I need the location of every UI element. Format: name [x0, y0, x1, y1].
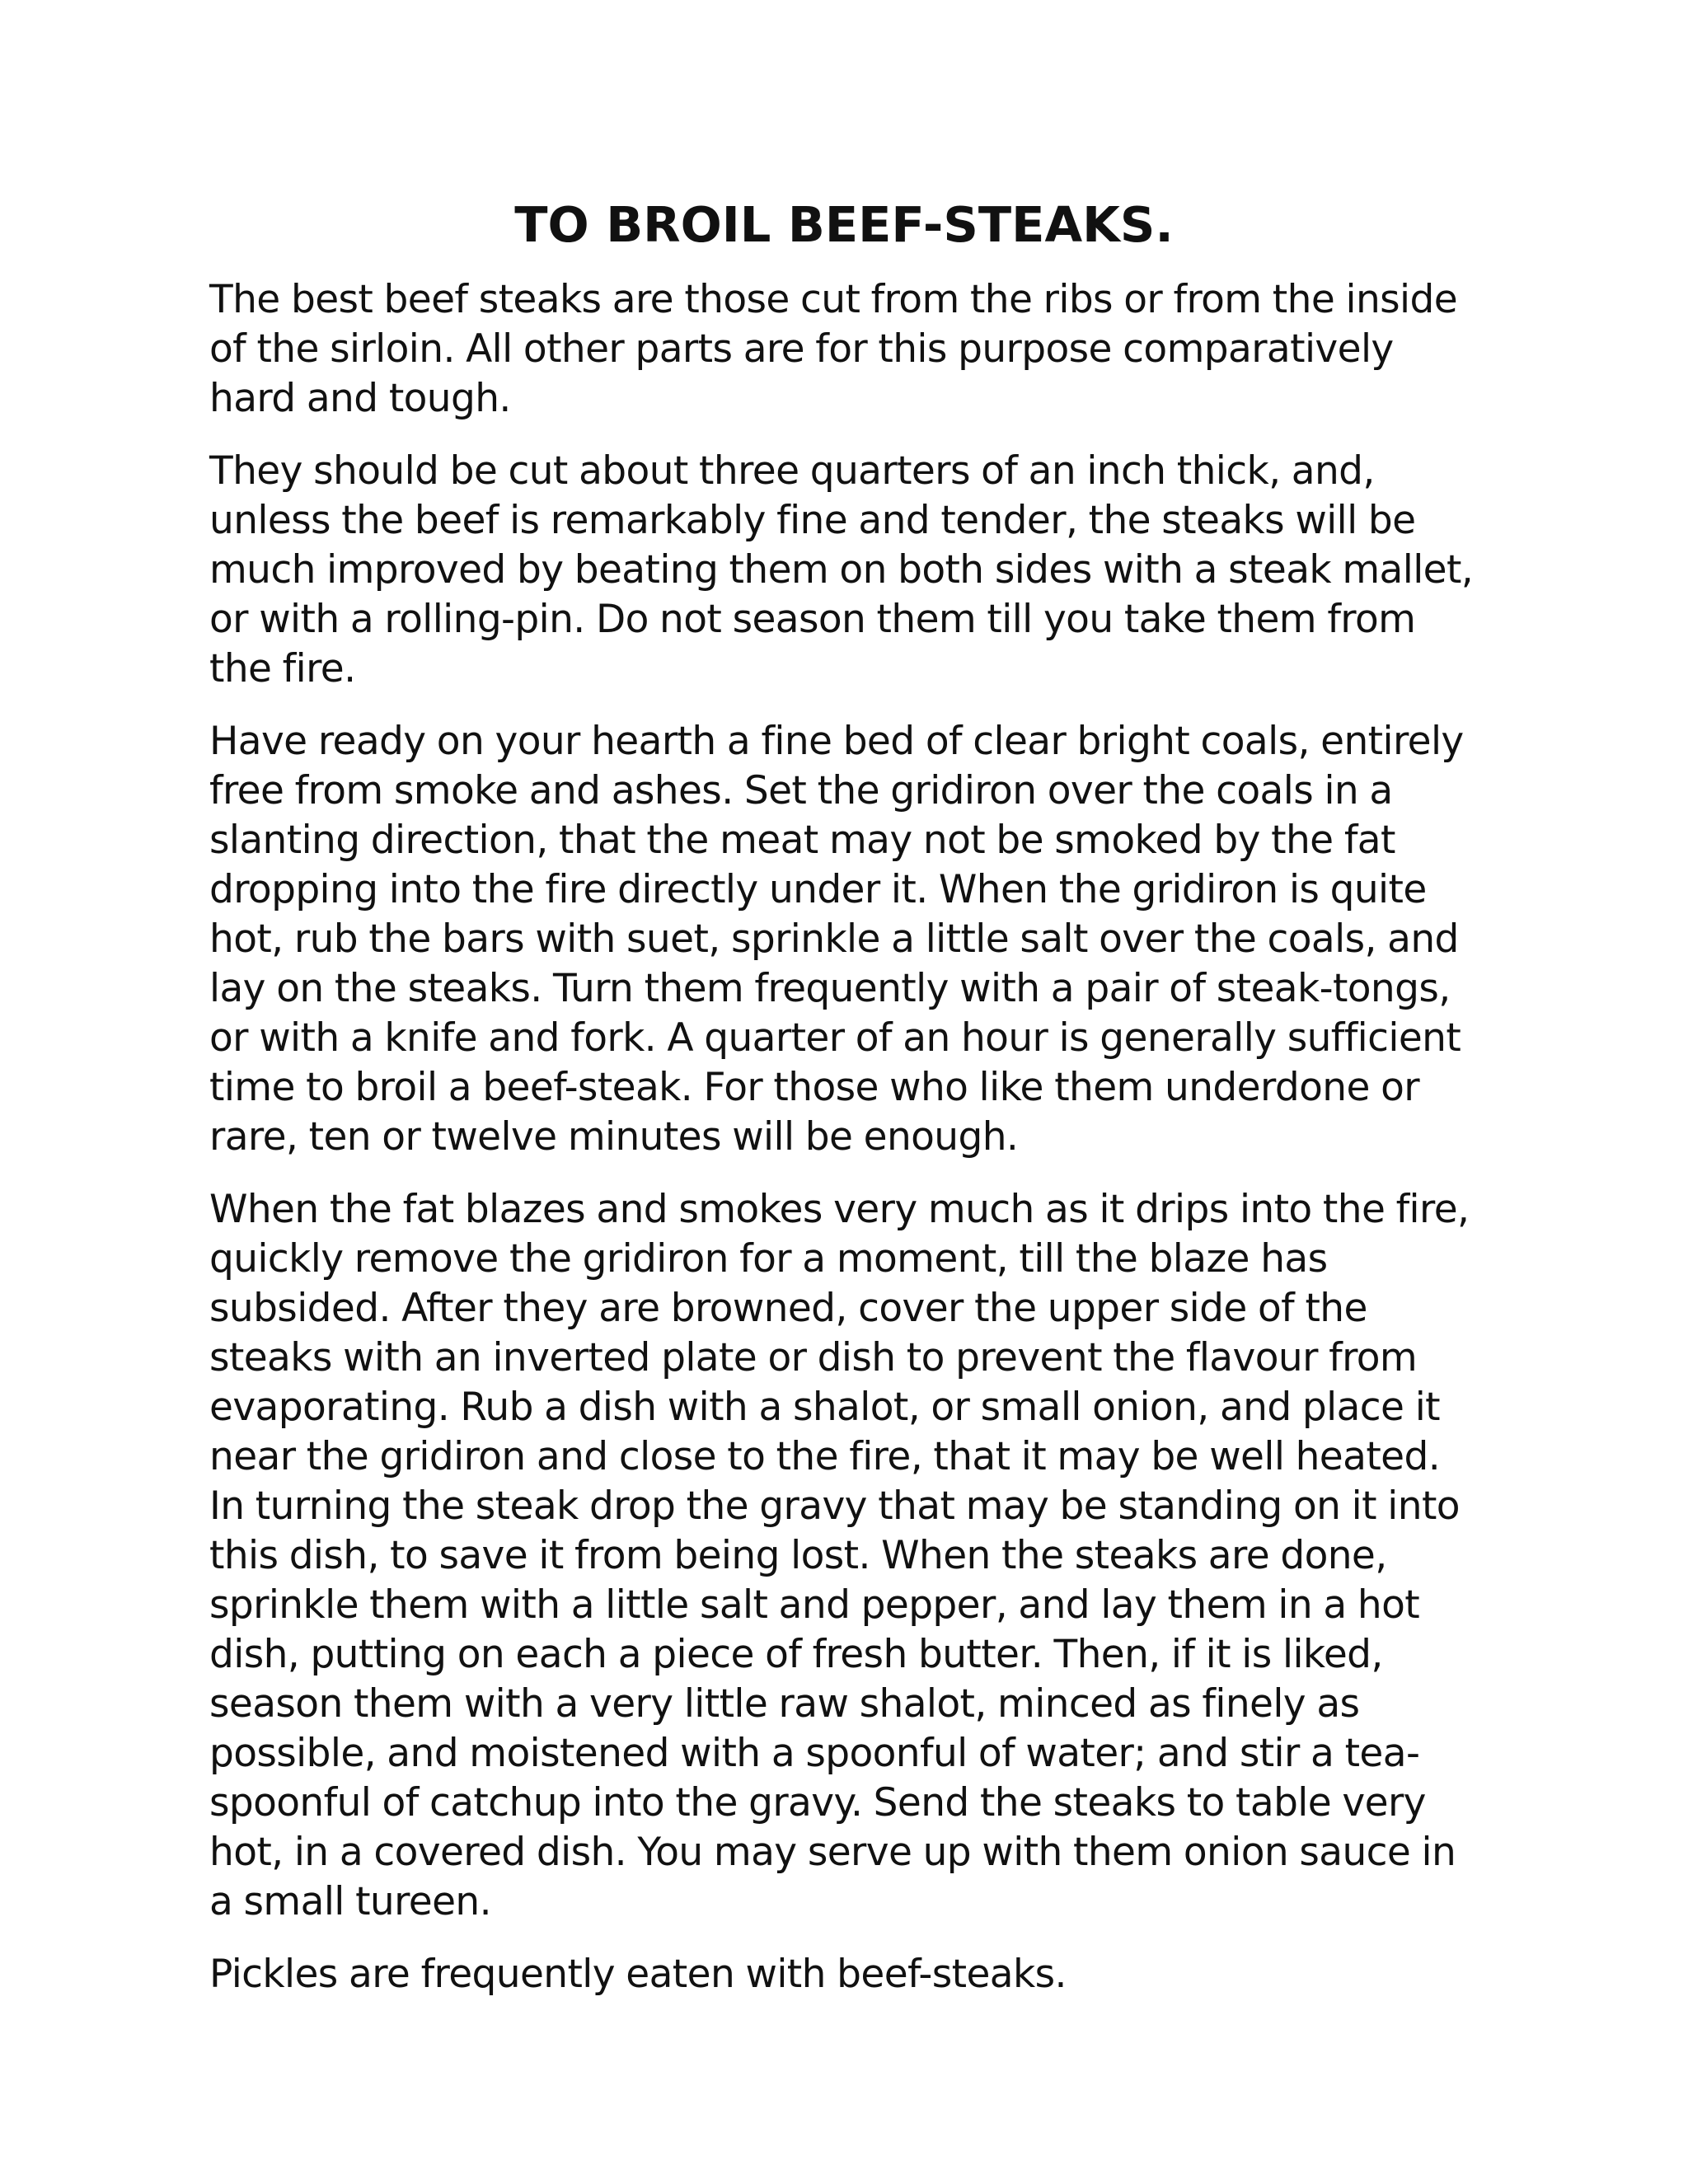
- paragraph-pickles: Pickles are frequently eaten with beef-steaks.: [209, 1952, 1067, 1997]
- document-page: [209, 196, 1479, 2022]
- paragraph-best-cuts: The best beef steaks are those cut from the ribs or from the inside of the sirloin. All other parts are for this purpose comparatively hard and tough.: [209, 277, 1458, 421]
- paragraph-broiling-method: Have ready on your hearth a fine bed of clear bright coals, entirely free from smoke and ashes. Set the gridiron over the coals in a slanting direction, that the meat may not be smoked by the fat dropping into the fire directly under it. When the gridiron is quite hot, rub the bars with suet, sprinkle a little salt over the coals, and lay on the steaks. Turn them frequently with a pair of steak-tongs, or with a knife and fork. A quarter of an hour is generally sufficient time to broil a beef-steak. For those who like them underdone or rare, ten or twelve minutes will be enough.: [209, 719, 1464, 1160]
- paragraph-serving: When the fat blazes and smokes very much as it drips into the fire, quickly remove the gridiron for a moment, till the blaze has subsided. After they are browned, cover the upper side of the steaks with an inverted plate or dish to prevent the flavour from evaporating. Rub a dish with a shalot, or small onion, and place it near the gridiron and close to the fire, that it may be well heated. In turning the steak drop the gravy that may be standing on it into this dish, to save it from being lost. When the steaks are done, sprinkle them with a little salt and pepper, and lay them in a hot dish, putting on each a piece of fresh butter. Then, if it is liked, season them with a very little raw shalot, minced as finely as possible, and moistened with a spoonful of water; and stir a tea-spoonful of catchup into the gravy. Send the steaks to table very hot, in a covered dish. You may serve up with them onion sauce in a small tureen.: [209, 1187, 1470, 1924]
- document-title: TO BROIL BEEF-STEAKS.: [514, 196, 1174, 253]
- paragraph-cutting-and-beating: They should be cut about three quarters of an inch thick, and, unless the beef is remarkably fine and tender, the steaks will be much improved by beating them on both sides with a steak mallet, or with a rolling-pin. Do not season them till you take them from the fire.: [209, 448, 1474, 691]
